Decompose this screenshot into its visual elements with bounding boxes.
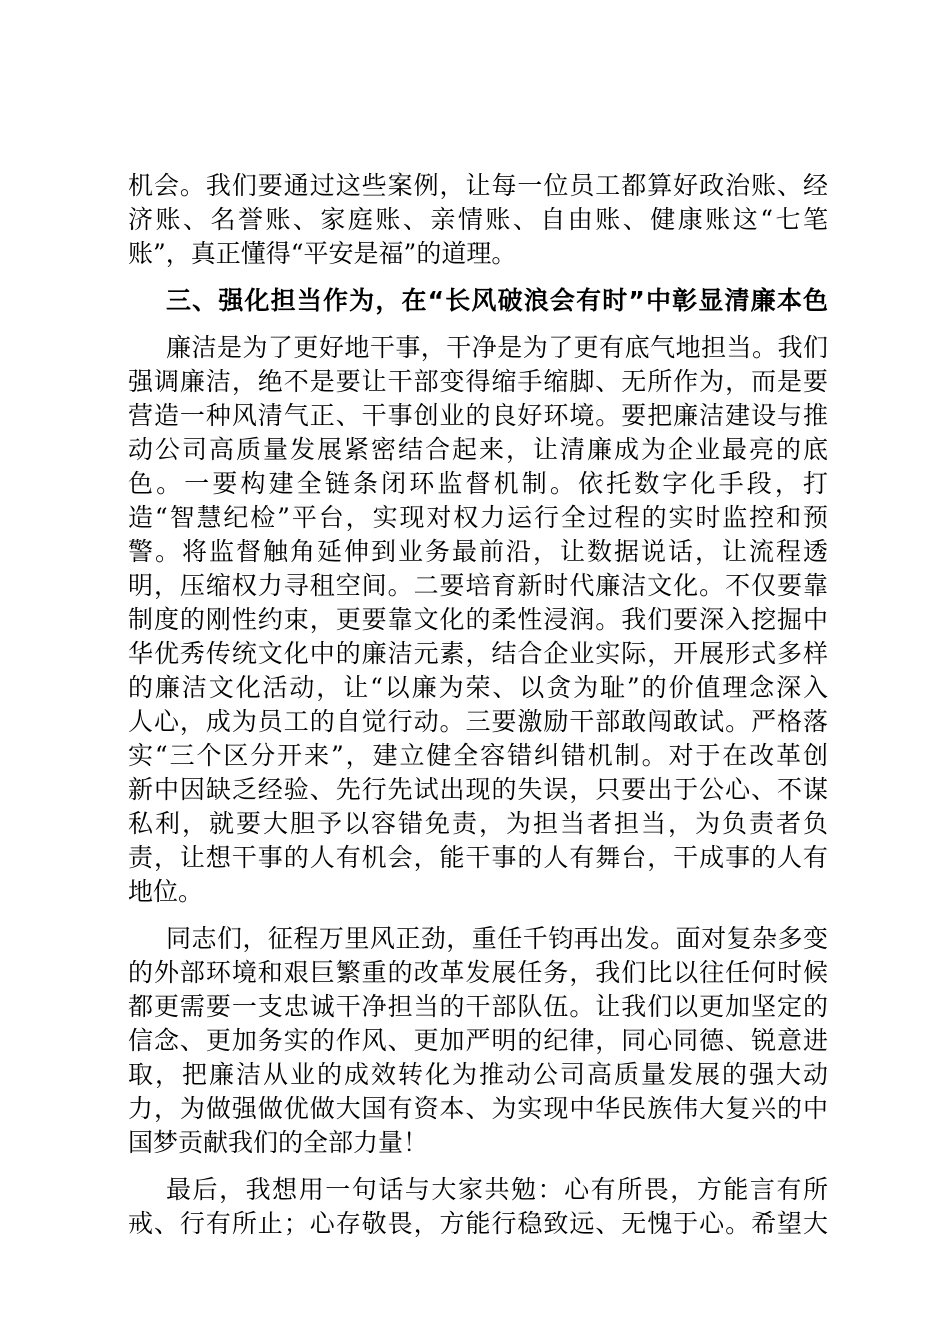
text-line: 色。一要构建全链条闭环监督机制。依托数字化手段，打: [128, 469, 828, 498]
section-heading: 三、强化担当作为，在“长风破浪会有时”中彰显清廉本色: [166, 286, 828, 315]
text-line: 实“三个区分开来”，建立健全容错纠错机制。对于在改革创: [128, 741, 828, 770]
text-line: 都更需要一支忠诚干净担当的干部队伍。让我们以更加坚定的: [128, 992, 828, 1021]
text-line: 济账、名誉账、家庭账、亲情账、自由账、健康账这“七笔: [128, 205, 828, 234]
text-line: 强调廉洁，绝不是要让干部变得缩手缩脚、无所作为，而是要: [128, 367, 828, 396]
text-line: 责，让想干事的人有机会，能干事的人有舞台，干成事的人有: [128, 843, 828, 872]
text-line: 新中因缺乏经验、先行先试出现的失误，只要出于公心、不谋: [128, 775, 828, 804]
text-line: 明，压缩权力寻租空间。二要培育新时代廉洁文化。不仅要靠: [128, 571, 828, 600]
text-line: 的外部环境和艰巨繁重的改革发展任务，我们比以往任何时候: [128, 958, 828, 987]
text-line: 国梦贡献我们的全部力量！: [128, 1128, 429, 1157]
text-line: 信念、更加务实的作风、更加严明的纪律，同心同德、锐意进: [128, 1026, 828, 1055]
text-line: 制度的刚性约束，更要靠文化的柔性浸润。我们要深入挖掘中: [128, 605, 828, 634]
text-line: 机会。我们要通过这些案例，让每一位员工都算好政治账、经: [128, 171, 828, 200]
text-line: 人心，成为员工的自觉行动。三要激励干部敢闯敢试。严格落: [128, 707, 828, 736]
text-line: 华优秀传统文化中的廉洁元素，结合企业实际，开展形式多样: [128, 639, 828, 668]
text-line: 地位。: [128, 877, 204, 906]
text-line: 力，为做强做优做大国有资本、为实现中华民族伟大复兴的中: [128, 1094, 828, 1123]
text-line: 营造一种风清气正、干事创业的良好环境。要把廉洁建设与推: [128, 401, 828, 430]
text-line: 账”，真正懂得“平安是福”的道理。: [128, 239, 517, 268]
text-line: 动公司高质量发展紧密结合起来，让清廉成为企业最亮的底: [128, 435, 828, 464]
text-line: 最后，我想用一句话与大家共勉：心有所畏，方能言有所: [166, 1175, 828, 1204]
text-line: 私利，就要大胆予以容错免责，为担当者担当，为负责者负: [128, 809, 828, 838]
text-line: 取，把廉洁从业的成效转化为推动公司高质量发展的强大动: [128, 1060, 828, 1089]
text-line: 同志们，征程万里风正劲，重任千钧再出发。面对复杂多变: [166, 924, 828, 953]
text-line: 戒、行有所止；心存敬畏，方能行稳致远、无愧于心。希望大: [128, 1209, 828, 1238]
text-line: 廉洁是为了更好地干事，干净是为了更有底气地担当。我们: [166, 333, 828, 362]
text-line: 造“智慧纪检”平台，实现对权力运行全过程的实时监控和预: [128, 503, 828, 532]
text-line: 警。将监督触角延伸到业务最前沿，让数据说话，让流程透: [128, 537, 828, 566]
text-line: 的廉洁文化活动，让“以廉为荣、以贪为耻”的价值理念深入: [128, 673, 828, 702]
